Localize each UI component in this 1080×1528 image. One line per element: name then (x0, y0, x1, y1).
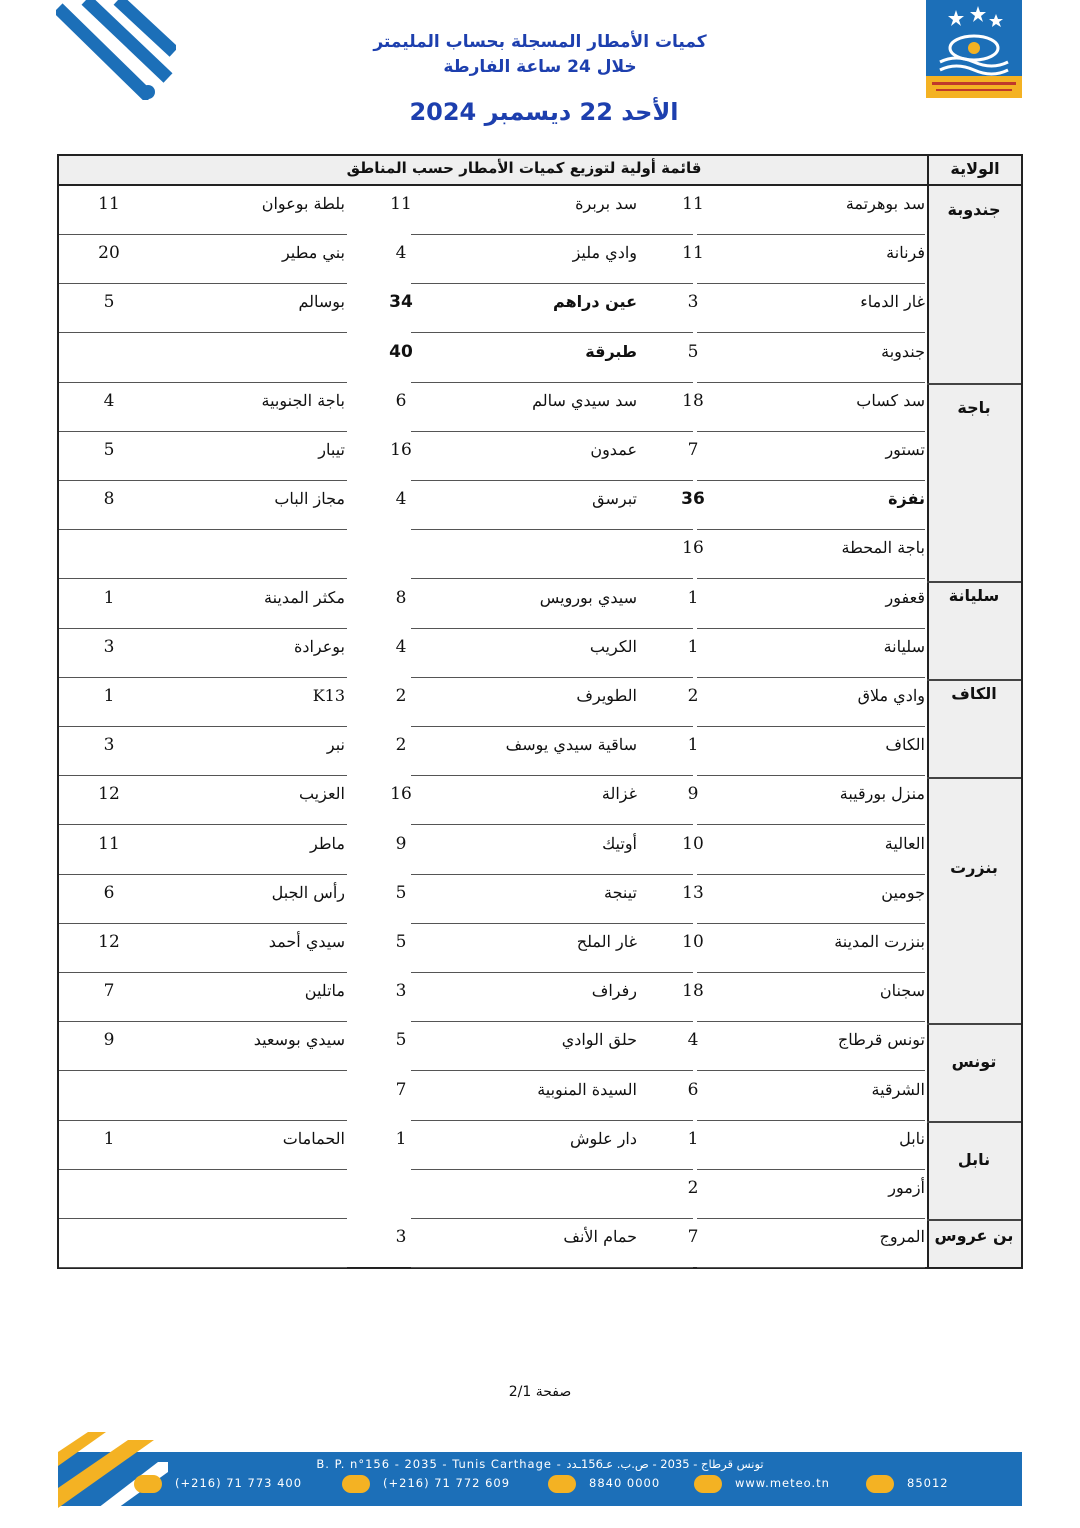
rainfall-value: 3 (395, 1227, 407, 1248)
station-name: دار علوش (569, 1128, 637, 1148)
rainfall-value: 18 (682, 390, 704, 411)
station-name: عين دراهم (553, 292, 637, 312)
station-name: المروج (879, 1227, 925, 1247)
table-row (59, 1072, 927, 1121)
station-name: العالية (884, 833, 925, 853)
rainfall-value: 1 (687, 636, 699, 657)
station-name: سيدي أحمد (268, 932, 345, 951)
rainfall-value: 2 (395, 686, 407, 706)
rainfall-value: 11 (390, 194, 412, 214)
state-divider (927, 383, 1021, 385)
station-name: سد بربرة (575, 194, 637, 213)
state-tunis: تونس (951, 1052, 997, 1071)
station-name: ساقية سيدي يوسف (505, 735, 637, 755)
station-name: مجاز الباب (274, 489, 345, 509)
table-row (59, 776, 927, 825)
row-divider (697, 1267, 925, 1268)
page-number: صفحة 2/1 (508, 1384, 572, 1400)
rainfall-value: 11 (682, 243, 704, 264)
station-name: رفراف (591, 981, 637, 1001)
rainfall-value: 12 (98, 932, 120, 952)
station-name: غار الملح (576, 932, 637, 951)
station-name: طبرقة (585, 341, 637, 361)
state-divider (927, 581, 1021, 583)
station-name: الشرقية (871, 1079, 925, 1099)
rainfall-value: 2 (687, 1178, 699, 1198)
table-row (59, 875, 927, 924)
rainfall-table (57, 154, 1023, 1269)
table-row (59, 1121, 927, 1170)
station-name: نابل (899, 1128, 925, 1148)
rainfall-value: 1 (103, 587, 115, 608)
station-name: تيبار (318, 440, 345, 459)
station-name: غار الدماء (860, 292, 925, 312)
station-name: سد سيدي سالم (532, 390, 637, 410)
station-name: الكاف (885, 735, 925, 755)
rainfall-value: 34 (389, 292, 413, 313)
rainfall-value: 4 (687, 1030, 699, 1051)
station-name: رأس الجبل (271, 882, 345, 902)
state-divider (927, 1023, 1021, 1025)
station-name: سيدي بورويس (539, 587, 637, 607)
state-ben-arous: بن عروس (934, 1226, 1014, 1245)
state-jendouba: جندوبة (947, 200, 1001, 219)
rainfall-value: 3 (103, 735, 115, 756)
rainfall-value: 10 (682, 833, 704, 854)
rainfall-value: 2 (395, 735, 407, 756)
station-name: سد بوهرتمة (845, 194, 925, 213)
station-name: تبرسق (592, 489, 637, 509)
state-beja: باجة (957, 398, 991, 417)
state-siliana: سليانة (948, 586, 1000, 605)
table-row (59, 629, 927, 678)
rainfall-value: 4 (103, 390, 115, 411)
station-name: باجة الجنوبية (261, 390, 345, 410)
state-divider (927, 679, 1021, 681)
rainfall-value: 1 (103, 1128, 115, 1149)
table-row (59, 235, 927, 284)
rainfall-value: 6 (103, 882, 115, 903)
table-header-state: الولاية (927, 156, 1021, 184)
state-bizerte: بنزرت (950, 858, 998, 877)
table-row (59, 727, 927, 776)
rainfall-value: 1 (395, 1128, 407, 1149)
station-name: سيدي بوسعيد (253, 1030, 345, 1050)
rainfall-value: 7 (103, 981, 115, 1002)
station-name: حمام الأنف (563, 1227, 637, 1247)
state-nabeul: نابل (957, 1150, 991, 1169)
row-divider (59, 1267, 347, 1268)
station-name: K13 (312, 686, 345, 705)
state-divider (927, 777, 1021, 779)
rainfall-value: 6 (687, 1079, 699, 1100)
table-row (59, 284, 927, 333)
rainfall-value: 11 (98, 194, 120, 214)
station-name: مكثر المدينة (264, 587, 345, 607)
rainfall-value: 9 (103, 1030, 115, 1051)
rainfall-value: 40 (389, 341, 413, 362)
footer-phone: (+216) 71 773 400 (175, 1476, 303, 1490)
rainfall-value: 18 (682, 981, 704, 1002)
rainfall-value: 4 (395, 243, 407, 264)
station-name: بنزرت المدينة (834, 932, 925, 951)
rainfall-value: 13 (682, 882, 704, 903)
station-name: تينجة (603, 882, 637, 902)
rainfall-value: 9 (395, 833, 407, 854)
rainfall-value: 3 (395, 981, 407, 1002)
station-name: نبر (326, 735, 345, 755)
fax-icon (342, 1475, 370, 1493)
rainfall-value: 8 (103, 489, 115, 510)
station-name: أوتيك (602, 833, 637, 853)
rainfall-value: 3 (103, 636, 115, 657)
rainfall-value: 5 (687, 341, 699, 362)
table-row (59, 1022, 927, 1071)
row-divider (411, 1267, 693, 1268)
rainfall-value: 20 (98, 243, 120, 264)
rainfall-value: 7 (395, 1079, 407, 1100)
table-row (59, 1219, 927, 1268)
rainfall-value: 1 (687, 1128, 699, 1149)
document-subtitle: خلال 24 ساعة الفارطة (443, 57, 637, 77)
phone-icon (134, 1475, 162, 1493)
station-name: عمدون (590, 440, 637, 459)
rainfall-value: 7 (687, 1227, 699, 1248)
hotline-icon (548, 1475, 576, 1493)
rainfall-value: 12 (98, 784, 120, 805)
table-row (59, 826, 927, 875)
station-name: العزيب (298, 784, 345, 804)
rainfall-value: 10 (682, 932, 704, 952)
rainfall-value: 16 (682, 538, 704, 559)
rainfall-value: 5 (103, 292, 115, 313)
station-name: أزمور (888, 1178, 925, 1197)
table-row (59, 530, 927, 579)
rainfall-value: 4 (395, 489, 407, 510)
globe-icon (694, 1475, 722, 1493)
rainfall-value: 16 (390, 784, 412, 805)
station-name: الطويرف (576, 686, 637, 705)
rainfall-value: 7 (687, 440, 699, 460)
footer-sms: 85012 (907, 1476, 949, 1490)
table-row (59, 924, 927, 973)
table-row (59, 1170, 927, 1219)
station-name: غزالة (601, 784, 637, 804)
rainfall-value: 11 (682, 194, 704, 214)
table-row (59, 383, 927, 432)
station-name: ماطر (309, 833, 345, 853)
rainfall-value: 6 (395, 390, 407, 411)
station-name: منزل بورقيبة (839, 784, 925, 804)
station-name: سليانة (883, 636, 925, 656)
state-kef: الكاف (951, 684, 997, 703)
station-name: ماتلين (304, 981, 345, 1001)
table-header (59, 156, 1021, 186)
footer-hotline: 8840 0000 (589, 1476, 661, 1490)
table-header-title: قائمة أولية لتوزيع كميات الأمطار حسب المناطق (346, 159, 702, 177)
rainfall-value: 11 (98, 833, 120, 854)
table-row (59, 973, 927, 1022)
station-name: بني مطير (281, 243, 345, 263)
station-name: الحمامات (282, 1128, 345, 1148)
station-name: سد كساب (856, 390, 925, 410)
station-name: بوسالم (298, 292, 345, 312)
station-name: سجنان (879, 981, 925, 1001)
station-name: باجة المحطة (841, 538, 925, 558)
station-name: فرنانة (886, 243, 925, 263)
rainfall-value: 36 (681, 489, 705, 510)
station-name: السيدة المنوبية (537, 1079, 637, 1099)
footer-fax: (+216) 71 772 609 (383, 1476, 511, 1490)
state-divider (927, 1121, 1021, 1123)
document-title: كميات الأمطار المسجلة بحساب المليمتر (373, 32, 707, 52)
report-date: الأحد 22 ديسمبر 2024 (409, 98, 679, 126)
footer-address: B. P. n°156 - 2035 - Tunis Carthage - تونس قرطاج - 2035 - ص.ب. عـ156ـدد (316, 1457, 764, 1471)
station-name: جندوبة (881, 341, 925, 361)
station-name: الكريب (589, 636, 637, 656)
sms-icon (866, 1475, 894, 1493)
rainfall-value: 1 (687, 587, 699, 608)
rainfall-value: 3 (687, 292, 699, 313)
rainfall-value: 9 (687, 784, 699, 805)
table-row (59, 432, 927, 481)
station-name: بلطة بوعوان (261, 194, 345, 213)
station-name: جومين (881, 882, 925, 902)
state-divider (927, 1219, 1021, 1221)
rainfall-value: 5 (395, 1030, 407, 1051)
station-name: قعفور (885, 587, 925, 607)
rainfall-value: 8 (395, 587, 407, 608)
rainfall-value: 4 (395, 636, 407, 657)
rainfall-value: 16 (390, 440, 412, 460)
rainfall-value: 1 (103, 686, 115, 706)
rainfall-value: 1 (687, 735, 699, 756)
rainfall-value: 5 (395, 932, 407, 952)
table-row (59, 481, 927, 530)
station-name: وادي مليز (572, 243, 637, 263)
station-name: بوعرادة (293, 636, 345, 656)
table-row (59, 580, 927, 629)
station-name: تستور (885, 440, 925, 459)
station-name: وادي ملاق (857, 686, 925, 705)
station-name: نفزة (888, 489, 925, 509)
table-row (59, 334, 927, 383)
station-name: تونس قرطاج (837, 1030, 925, 1050)
table-row (59, 186, 927, 235)
state-column (927, 186, 1021, 1267)
rainfall-value: 5 (103, 440, 115, 460)
station-name: حلق الوادي (561, 1030, 637, 1050)
table-row (59, 678, 927, 727)
footer-website[interactable]: www.meteo.tn (735, 1476, 830, 1490)
rainfall-value: 5 (395, 882, 407, 903)
rainfall-value: 2 (687, 686, 699, 706)
